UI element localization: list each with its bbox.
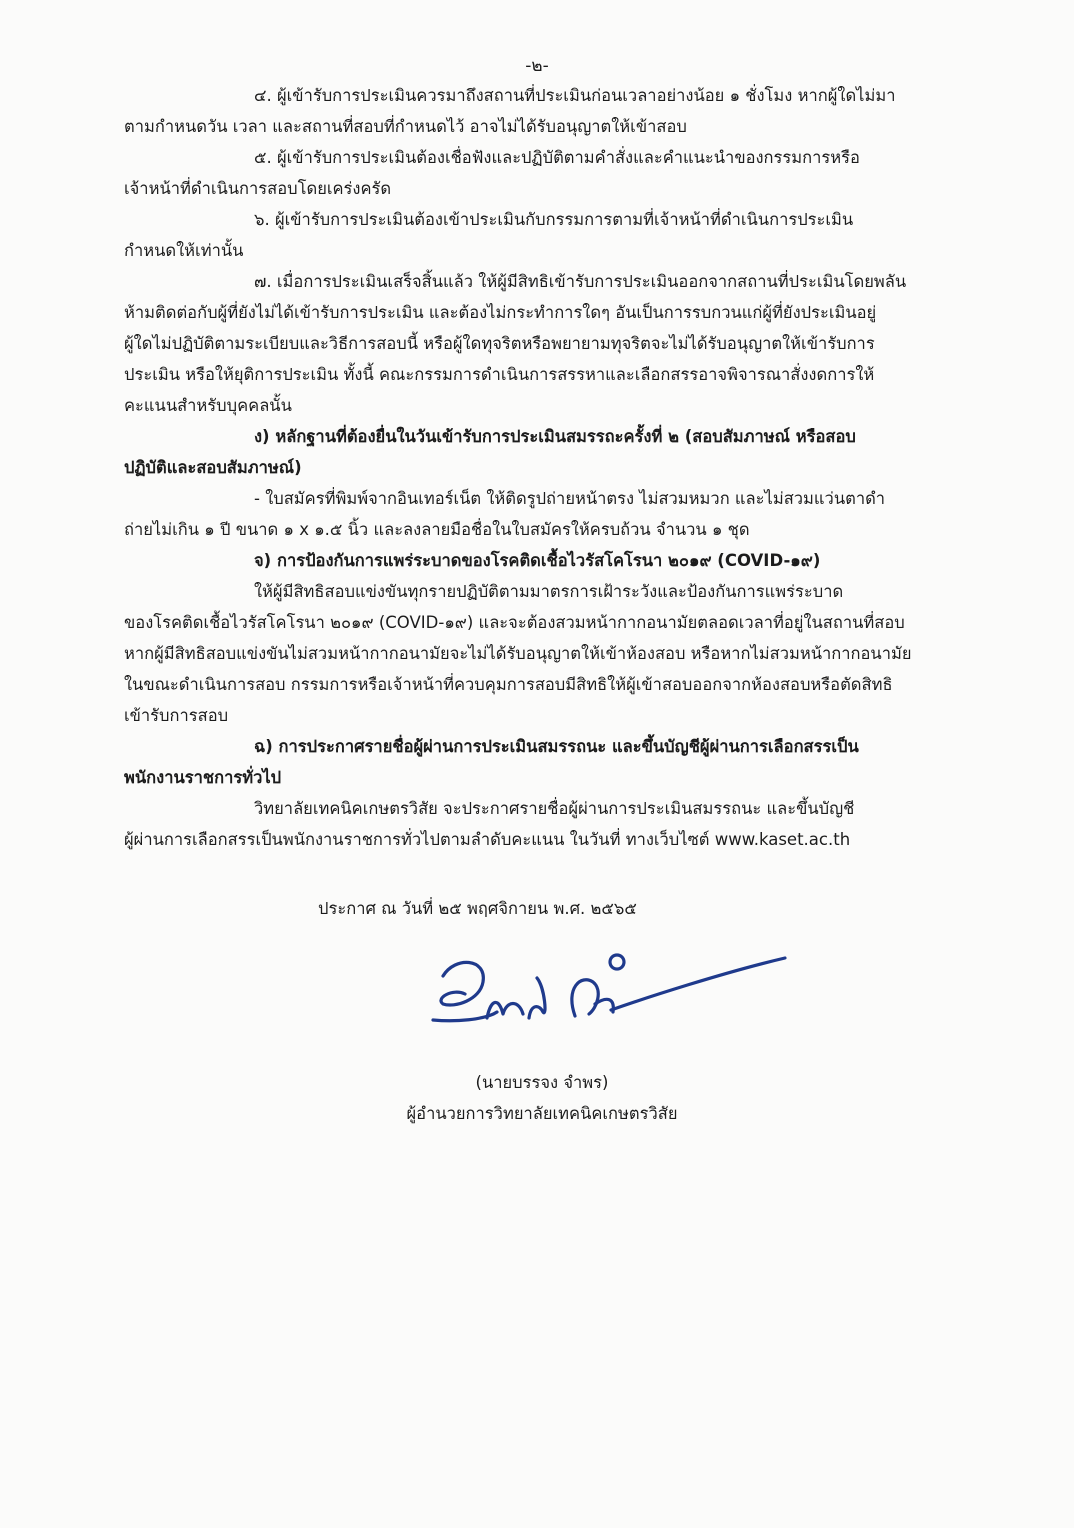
text-line: ของโรคติดเชื้อไวรัสโคโรนา ๒๐๑๙ (COVID-๑๙) และจะต้องสวมหน้ากากอนามัยตลอดเวลาที่อยู่ในสถานที่สอบ <box>124 613 905 632</box>
paragraph <box>124 731 964 793</box>
text-line: เจ้าหน้าที่ดำเนินการสอบโดยเคร่งครัด <box>124 179 392 198</box>
text-line: ในขณะดำเนินการสอบ กรรมการหรือเจ้าหน้าที่ควบคุมการสอบมีสิทธิให้ผู้เข้าสอบออกจากห้องสอบหรือตัดสิทธิ <box>124 675 893 694</box>
document-body <box>124 80 964 855</box>
signature-image <box>425 948 795 1038</box>
announcement-date: ประกาศ ณ วันที่ ๒๕ พฤศจิกายน พ.ศ. ๒๕๖๕ <box>318 899 637 918</box>
paragraph <box>124 266 964 421</box>
paragraph <box>124 204 964 266</box>
text-line: ง) หลักฐานที่ต้องยื่นในวันเข้ารับการประเมินสมรรถะครั้งที่ ๒ (สอบสัมภาษณ์ หรือสอบ <box>254 427 856 446</box>
paragraph <box>124 483 964 545</box>
text-line: ให้ผู้มีสิทธิสอบแข่งขันทุกรายปฏิบัติตามมาตรการเฝ้าระวังและป้องกันการแพร่ระบาด <box>254 582 844 601</box>
text-line: วิทยาลัยเทคนิคเกษตรวิสัย จะประกาศรายชื่อผู้ผ่านการประเมินสมรรถนะ และขึ้นบัญชี <box>254 799 855 818</box>
text-line: ๗. เมื่อการประเมินเสร็จสิ้นแล้ว ให้ผู้มีสิทธิเข้ารับการประเมินออกจากสถานที่ประเมินโดยพลัน <box>254 272 907 291</box>
page-number: -๒- <box>525 56 549 76</box>
paragraph <box>124 421 964 483</box>
paragraph <box>124 545 964 576</box>
paragraph <box>124 793 964 855</box>
text-line: หากผู้มีสิทธิสอบแข่งขันไม่สวมหน้ากากอนามัยจะไม่ได้รับอนุญาตให้เข้าห้องสอบ หรือหากไม่สวมหน้ากากอนามัย <box>124 644 912 663</box>
paragraph <box>124 576 964 731</box>
text-line: ห้ามติดต่อกับผู้ที่ยังไม่ได้เข้ารับการประเมิน และต้องไม่กระทำการใดๆ อันเป็นการรบกวนแก่ผู้ที่ยังประเมินอยู่ <box>124 303 877 322</box>
paragraph <box>124 142 964 204</box>
text-line: ฉ) การประกาศรายชื่อผู้ผ่านการประเมินสมรรถนะ และขึ้นบัญชีผู้ผ่านการเลือกสรรเป็น <box>254 737 859 756</box>
text-line: ปฏิบัติและสอบสัมภาษณ์) <box>124 458 302 477</box>
text-line: กำหนดให้เท่านั้น <box>124 241 244 260</box>
signer-name: (นายบรรจง จำพร) <box>475 1073 609 1092</box>
text-line: พนักงานราชการทั่วไป <box>124 768 282 787</box>
text-line: ๔. ผู้เข้ารับการประเมินควรมาถึงสถานที่ประเมินก่อนเวลาอย่างน้อย ๑ ชั่งโมง หากผู้ใดไม่มา <box>254 86 896 105</box>
text-line: คะแนนสำหรับบุคคลนั้น <box>124 396 292 415</box>
text-line: ผู้ผ่านการเลือกสรรเป็นพนักงานราชการทั่วไปตามลำดับคะแนน ในวันที่ ทางเว็บไซต์ www.kaset.ac.th <box>124 830 851 849</box>
text-line: จ) การป้องกันการแพร่ระบาดของโรคติดเชื้อไวรัสโคโรนา ๒๐๑๙ (COVID-๑๙) <box>254 551 821 570</box>
text-line: ๕. ผู้เข้ารับการประเมินต้องเชื่อฟังและปฏิบัติตามคำสั่งและคำแนะนำของกรรมการหรือ <box>254 148 860 167</box>
text-line: ประเมิน หรือให้ยุติการประเมิน ทั้งนี้ คณะกรรมการดำเนินการสรรหาและเลือกสรรอาจพิจารณาสั่งงดการให้ <box>124 365 875 384</box>
text-line: ๖. ผู้เข้ารับการประเมินต้องเข้าประเมินกับกรรมการตามที่เจ้าหน้าที่ดำเนินการประเมิน <box>254 210 854 229</box>
text-line: ถ่ายไม่เกิน ๑ ปี ขนาด ๑ x ๑.๕ นิ้ว และลงลายมือชื่อในใบสมัครให้ครบถ้วน จำนวน ๑ ชุด <box>124 520 750 539</box>
paragraph <box>124 80 964 142</box>
text-line: ผู้ใดไม่ปฏิบัติตามระเบียบและวิธีการสอบนี้ หรือผู้ใดทุจริตหรือพยายามทุจริตจะไม่ได้รับอนุญาตให้เข้ารับการ <box>124 334 875 353</box>
text-line: - ใบสมัครที่พิมพ์จากอินเทอร์เน็ต ให้ติดรูปถ่ายหน้าตรง ไม่สวมหมวก และไม่สวมแว่นตาดำ <box>254 489 886 508</box>
text-line: เข้ารับการสอบ <box>124 706 229 725</box>
text-line: ตามกำหนดวัน เวลา และสถานที่สอบที่กำหนดไว้ อาจไม่ได้รับอนุญาตให้เข้าสอบ <box>124 117 687 136</box>
signer-position: ผู้อำนวยการวิทยาลัยเทคนิคเกษตรวิสัย <box>406 1104 678 1123</box>
